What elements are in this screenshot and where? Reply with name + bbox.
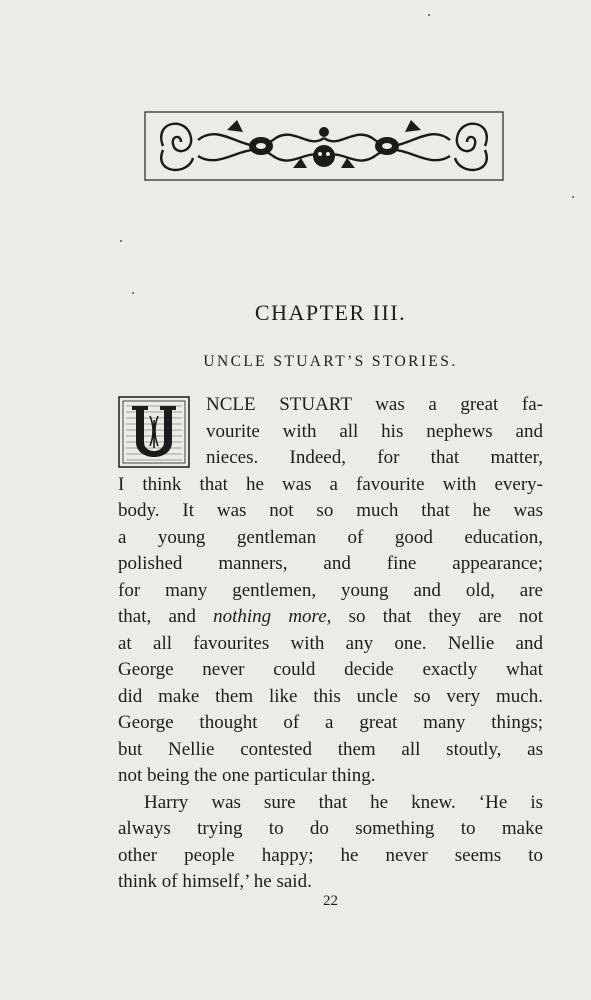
italic-phrase: nothing more,	[213, 606, 332, 627]
ornamental-headpiece	[143, 110, 505, 182]
page-number: 22	[323, 893, 338, 909]
text-line	[206, 392, 543, 419]
text-line: I think that he was a favourite with every-	[118, 473, 543, 495]
text-line-with-italic: that, and nothing more, so that they are not	[118, 606, 543, 627]
paper-speck	[132, 292, 134, 294]
text-line: Harry was sure that he knew. ‘He is	[144, 791, 543, 813]
chapter-subtitle: UNCLE STUART’S STORIES.	[203, 353, 458, 370]
text-line: body. It was not so much that he was	[118, 500, 543, 521]
text-line: George thought of a great many things;	[118, 712, 543, 733]
body-text	[118, 392, 543, 896]
text-line: not being the one particular thing.	[118, 765, 376, 786]
text-line: a young gentleman of good education,	[118, 526, 543, 548]
text-line: George never could decide exactly what	[118, 659, 543, 680]
paper-speck	[120, 240, 122, 242]
text-line: for many gentlemen, young and old, are	[118, 579, 543, 601]
text-line: at all favourites with any one. Nellie and	[118, 632, 543, 654]
text-line: always trying to do something to make	[118, 818, 543, 839]
text-line: polished manners, and fine appearance;	[118, 553, 543, 574]
text-line: vourite with all his nephews and	[206, 420, 543, 442]
paper-speck	[428, 14, 430, 16]
text-line: did make them like this uncle so very much.	[118, 685, 543, 707]
paper-speck	[572, 196, 574, 198]
drop-cap-letter: U	[153, 440, 155, 441]
text-line: but Nellie contested them all stoutly, as	[118, 738, 543, 760]
text-line: think of himself,’ he said.	[118, 871, 312, 892]
text-line: other people happy; he never seems to	[118, 844, 543, 866]
text-line-content: NCLE STUART was a great fa-	[206, 394, 543, 415]
chapter-title: CHAPTER III.	[254, 300, 407, 325]
text-line: nieces. Indeed, for that matter,	[206, 447, 543, 468]
